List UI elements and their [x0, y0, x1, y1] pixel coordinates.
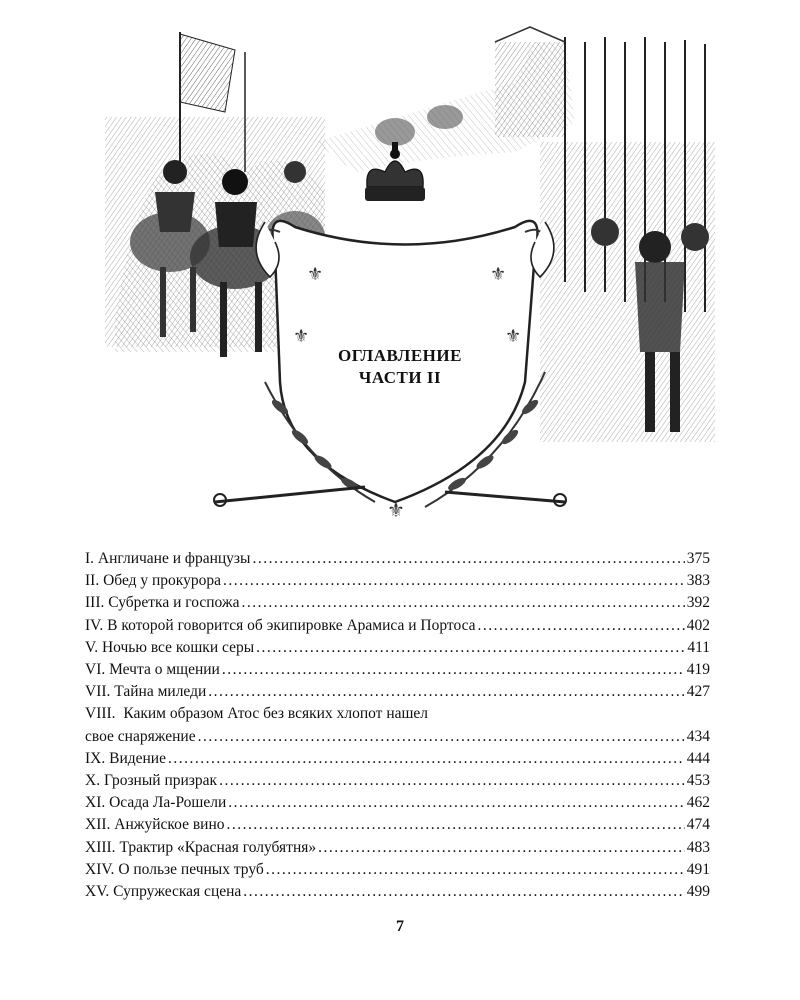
chapter-number: I.	[85, 550, 95, 567]
dot-leader	[219, 770, 685, 792]
toc-entry[interactable]	[85, 681, 710, 703]
chapter-page: 483	[686, 838, 710, 856]
toc-entry[interactable]	[85, 570, 710, 592]
dot-leader	[242, 592, 685, 614]
toc-entry[interactable]	[85, 615, 710, 637]
chapter-title: Каким образом Атос без всяких хлопот нашел	[123, 705, 429, 723]
svg-text:⚜: ⚜	[505, 326, 522, 347]
chapter-number: IX.	[85, 749, 106, 767]
title-line-1: ОГЛАВЛЕНИЕ	[338, 346, 462, 365]
dot-leader	[228, 792, 684, 814]
chapter-title: Англичане и французы	[97, 550, 251, 567]
chapter-number: VI.	[85, 661, 106, 679]
chapter-page: 499	[686, 883, 710, 901]
toc-entry[interactable]	[85, 770, 710, 792]
dot-leader	[227, 814, 685, 836]
toc-entry[interactable]	[85, 637, 710, 659]
chapter-page: 462	[686, 794, 710, 812]
chapter-page: 444	[686, 749, 710, 767]
title-line-2: ЧАСТИ II	[358, 368, 442, 387]
chapter-page: 453	[686, 772, 710, 790]
chapter-title: Тайна миледи	[114, 683, 207, 701]
svg-text:⚜: ⚜	[307, 264, 324, 285]
dot-leader	[256, 637, 685, 659]
toc-entry[interactable]	[85, 837, 710, 859]
toc-entry[interactable]	[85, 792, 710, 814]
dot-leader	[168, 748, 685, 770]
toc-entry[interactable]	[85, 748, 710, 770]
chapter-number: VII.	[85, 683, 111, 701]
dot-leader	[223, 570, 685, 592]
chapter-number: XIII.	[85, 838, 116, 856]
dot-leader	[478, 615, 685, 637]
toc-entry[interactable]	[85, 881, 710, 903]
chapter-title: Грозный призрак	[103, 772, 218, 790]
chapter-title-continuation: свое снаряжение	[85, 727, 196, 745]
svg-text:⚜: ⚜	[387, 498, 405, 522]
table-of-contents	[85, 548, 710, 903]
chapter-title: Ночью все кошки серы	[101, 638, 255, 656]
musketeers-engraving-icon	[95, 22, 720, 532]
chapter-page: 392	[686, 594, 710, 612]
chapter-number: XIV.	[85, 860, 115, 878]
chapter-page: 402	[686, 616, 710, 634]
svg-text:⚜: ⚜	[490, 264, 507, 285]
chapter-number: X.	[85, 772, 101, 790]
svg-text:⚜: ⚜	[293, 326, 310, 347]
toc-entry[interactable]	[85, 548, 710, 570]
chapter-page: 411	[687, 638, 710, 656]
chapter-page: 427	[686, 683, 710, 701]
chapter-title: Субретка и госпожа	[108, 594, 240, 612]
chapter-page: 383	[686, 572, 710, 590]
chapter-number: XII.	[85, 816, 111, 834]
chapter-title: Видение	[109, 749, 166, 767]
dot-leader	[266, 859, 685, 881]
chapter-number: II.	[85, 572, 100, 590]
chapter-title: Трактир «Красная голубятня»	[119, 838, 317, 856]
chapter-number: V.	[85, 638, 99, 656]
chapter-number: XI.	[85, 794, 106, 812]
chapter-number: XV.	[85, 883, 110, 901]
toc-entry[interactable]	[85, 703, 710, 725]
toc-entry-continuation[interactable]	[85, 726, 710, 748]
dot-leader	[222, 659, 685, 681]
chapter-title: Анжуйское вино	[114, 816, 225, 834]
toc-entry[interactable]	[85, 659, 710, 681]
chapter-title: Обед у прокурора	[103, 572, 222, 590]
page-title	[280, 345, 520, 389]
chapter-number: IV.	[85, 616, 104, 634]
toc-entry[interactable]	[85, 814, 710, 836]
dot-leader	[318, 837, 685, 859]
chapter-title: В которой говорится об экипировке Арамиса и Портоса	[107, 616, 476, 634]
chapter-number: VIII.	[85, 705, 116, 723]
chapter-title: Мечта о мщении	[109, 661, 220, 679]
toc-entry[interactable]	[85, 592, 710, 614]
chapter-page: 474	[686, 816, 710, 834]
chapter-title: О пользе печных труб	[118, 860, 264, 878]
dot-leader	[252, 548, 684, 570]
page-number: 7	[396, 918, 404, 935]
chapter-page: 375	[686, 550, 710, 567]
dot-leader	[198, 726, 685, 748]
chapter-number: III.	[85, 594, 105, 612]
arena-background-icon	[315, 27, 575, 172]
chapter-page: 491	[686, 860, 710, 878]
chapter-title: Осада Ла-Рошели	[109, 794, 227, 812]
dot-leader	[208, 681, 684, 703]
chapter-page: 419	[686, 661, 710, 679]
chapter-title: Супружеская сцена	[113, 883, 242, 901]
chapter-page: 434	[686, 727, 710, 745]
dot-leader	[243, 881, 684, 903]
toc-entry[interactable]	[85, 859, 710, 881]
